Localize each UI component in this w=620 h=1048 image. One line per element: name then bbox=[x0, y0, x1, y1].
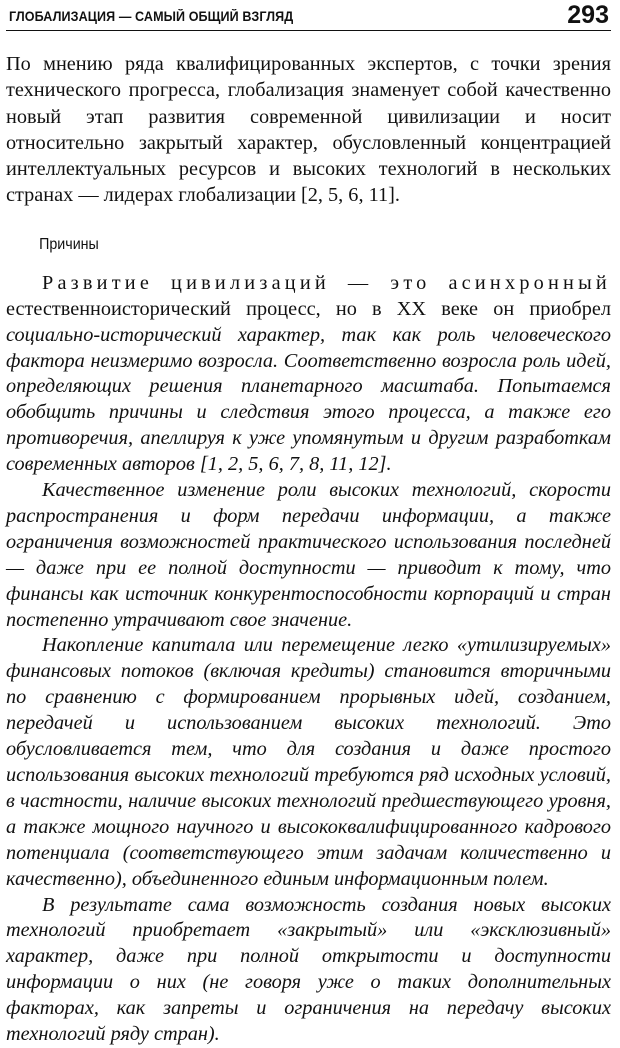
paragraph-1-italic-text: социально-исторический характер, так как роль человеческого фактора неизмеримо возросла. Соответственно возросла роль идей, определяющих решения планетарного масштаба. Попытаемся обобщить причины и следствия этого процесса, а также его противоречия, апеллируя к уже упомянутым и другим разработкам современных авторов [1, 2, 5, 6, 7, 8, 11, 12]. bbox=[6, 323, 611, 476]
intro-paragraph: По мнению ряда квалифицированных экспертов, с точки зрения технического прогресса, глобализация знаменует собой качественно новый этап развития современной цивилизации и носит относительно закрытый характер, обусловленный концентрацией интеллектуальных ресурсов и высоких технологий в нескольких странах — лидерах глобализации [2, 5, 6, 11]. bbox=[6, 53, 611, 207]
section-paragraph-3: Накопление капитала или перемещение легко «утилизируемых» финансовых потоков (включая кредиты) становится вторичными по сравнению с формированием прорывных идей, созданием, передачей и использованием высоких технологий. Это обусловливается тем, что для создания и даже простого использования высоких технологий требуются ряд исходных условий, в частности, наличие высоких технологий предшествующего уровня, а также мощного научного и высококвалифицированного кадрового потенциала (соответствующего этим задачам количественно и качественно), объединенного единым информационным полем. bbox=[6, 634, 611, 890]
section-heading: Причины bbox=[39, 235, 99, 253]
section-paragraph-4: В результате сама возможность создания новых высоких технологий приобретает «закрытый» или «эксклюзивный» характер, даже при полной открытости и доступности информации о них (не говоря уже о таких дополнительных факторах, как запреты и ограничения на передачу высоких технологий ряду стран). bbox=[6, 893, 611, 1046]
paragraph-1-first-line: Развитие цивилизаций — это асинхронный bbox=[42, 271, 611, 294]
running-header bbox=[6, 0, 611, 31]
section-paragraph-1 bbox=[6, 271, 611, 478]
running-title: ГЛОБАЛИЗАЦИЯ — САМЫЙ ОБЩИЙ ВЗГЛЯД bbox=[9, 9, 294, 24]
paragraph-1-upright-text: естественноисторический процесс, но в XX веке он приобрел bbox=[6, 297, 611, 320]
page-number: 293 bbox=[567, 1, 609, 29]
section-paragraph-2: Качественное изменение роли высоких технологий, скорости распространения и форм передачи информации, а также ограничения возможностей практического использования последней — даже при ее полной доступности — приводит к тому, что финансы как источник конкурентоспособности корпораций и стран постепенно утрачивают свое значение. bbox=[6, 479, 611, 631]
